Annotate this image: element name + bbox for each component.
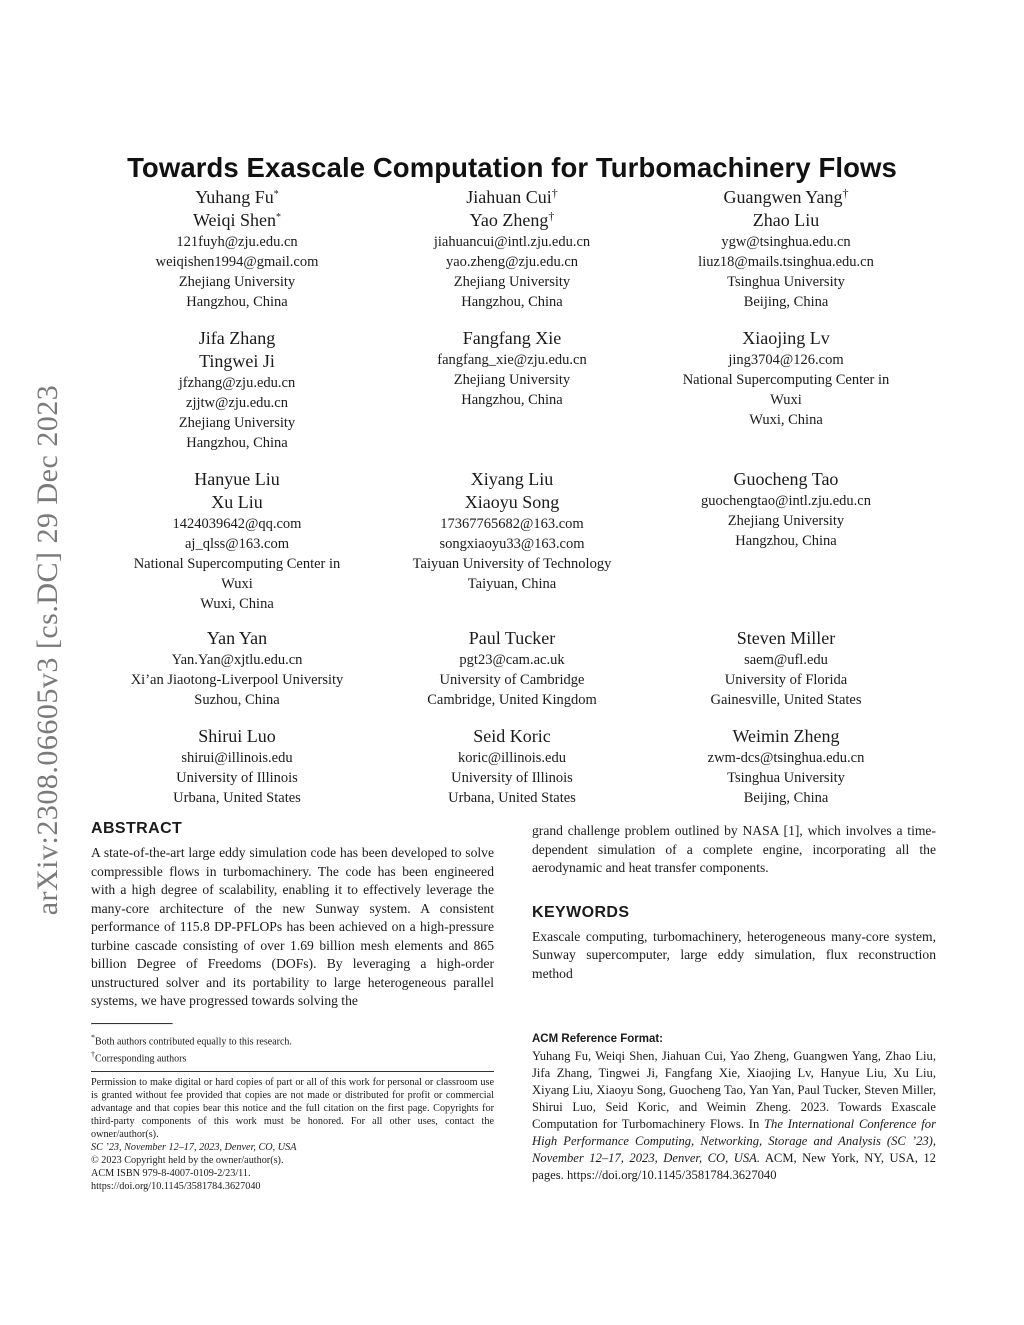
author-name: Jifa Zhang <box>198 328 276 348</box>
author-name: Steven Miller <box>736 628 836 648</box>
author-location: Hangzhou, China <box>735 533 837 549</box>
author-email: saem@ufl.edu <box>744 652 828 668</box>
author-block-miller <box>641 627 931 710</box>
author-block-xie <box>367 327 657 410</box>
author-affiliation: University of Illinois <box>451 770 573 786</box>
author-affiliation: Zhejiang University <box>453 274 571 290</box>
paper-title: Towards Exascale Computation for Turbomachinery Flows <box>127 152 897 184</box>
author-name: Paul Tucker <box>468 628 556 648</box>
author-email: yao.zheng@zju.edu.cn <box>445 254 579 270</box>
author-block-yan <box>92 627 382 710</box>
author-location: Wuxi, China <box>200 596 274 612</box>
author-affiliation: Xi’an Jiaotong-Liverpool University <box>130 672 344 688</box>
author-email: 17367765682@163.com <box>440 516 584 532</box>
author-name: Hanyue Liu <box>194 469 280 489</box>
author-email: jfzhang@zju.edu.cn <box>178 375 296 391</box>
author-affiliation: University of Illinois <box>176 770 298 786</box>
abstract-heading: ABSTRACT <box>91 820 183 837</box>
author-email: aj_qlss@163.com <box>185 536 289 552</box>
arxiv-identifier-stamp: arXiv:2308.06605v3 [cs.DC] 29 Dec 2023 <box>31 384 64 916</box>
footnote-rule <box>91 1023 173 1025</box>
author-location: Hangzhou, China <box>186 435 288 451</box>
author-block-zhang-ji <box>92 327 382 453</box>
author-email: jing3704@126.com <box>728 352 844 368</box>
author-block-lv <box>641 327 931 430</box>
isbn-line: ACM ISBN 979-8-4007-0109-2/23/11. <box>91 1168 251 1180</box>
author-email: shirui@illinois.edu <box>181 750 293 766</box>
doi-link[interactable]: https://doi.org/10.1145/3581784.3627040 <box>91 1181 261 1193</box>
author-location: Hangzhou, China <box>461 392 563 408</box>
author-email: zjjtw@zju.edu.cn <box>186 395 288 411</box>
abstract-text: A state-of-the-art large eddy simulation code has been developed to solve compressible flows in turbomachinery. The code has been engineered with a high degree of scalability, enabling it to effectively leverage the many-core architecture of the new Sunway system. A consistent performance of 115.8 DP-PFLOPs has been achieved on a high-pressure turbine cascade consisting of over 1.69 billion mesh elements and 865 billion Degree of Freedoms (DOFs). By leveraging a high-order unstructured solver and its portability to large heterogeneous parallel systems, we have progressed towards solving the <box>91 845 494 1008</box>
author-email: 1424039642@qq.com <box>172 516 302 532</box>
author-affiliation: University of Florida <box>724 672 848 688</box>
left-column <box>91 820 494 1193</box>
author-name: Yan Yan <box>206 628 268 648</box>
author-affiliation: University of Cambridge <box>439 672 585 688</box>
author-block-liu-liu <box>92 468 382 614</box>
author-name: Xu Liu <box>211 492 263 512</box>
author-block-tucker <box>367 627 657 710</box>
author-location: Beijing, China <box>743 294 829 310</box>
author-name: Tingwei Ji <box>199 351 275 371</box>
author-name: Weiqi Shen* <box>192 210 282 230</box>
author-affiliation: Tsinghua University <box>727 274 845 290</box>
author-block-luo <box>92 725 382 808</box>
author-block-cui-zheng <box>367 186 657 312</box>
acm-reference-text: Yuhang Fu, Weiqi Shen, Jiahuan Cui, Yao Zheng, Guangwen Yang, Zhao Liu, Jifa Zhang, Tingwei Ji, Fangfang Xie, Xiaojing Lv, Hanyue Liu, Xu Liu, Xiyang Liu, Xiaoyu Song, Guocheng Tao, Yan Yan, Paul Tucker, Steven Miller, Shirui Luo, Seid Koric, and Weimin Zheng. 2023. Towards Exascale Computation for Turbomachinery Flows. In The International Conference for High Performance Computing, Networking, Storage and Analysis (SC ’23), November 12–17, 2023, Denver, CO, USA. ACM, New York, NY, USA, 12 pages. https://doi.org/10.1145/3581784.3627040 <box>532 1049 936 1182</box>
author-name: Xiaojing Lv <box>742 328 830 348</box>
author-location: Beijing, China <box>743 790 829 806</box>
author-name: Guocheng Tao <box>733 469 839 489</box>
author-block-yang-liu <box>641 186 931 312</box>
author-name: Weimin Zheng <box>732 726 840 746</box>
author-name: Fangfang Xie <box>462 328 562 348</box>
author-affiliation: Wuxi <box>770 392 802 408</box>
author-block-zheng <box>641 725 931 808</box>
author-affiliation: Tsinghua University <box>727 770 845 786</box>
abstract-continued-text: grand challenge problem outlined by NASA [1], which involves a time-dependent simulation of a complete engine, incorporating all the aerodynamic and heat transfer components. <box>532 823 936 875</box>
author-affiliation: National Supercomputing Center in <box>682 372 890 388</box>
author-email: guochengtao@intl.zju.edu.cn <box>701 493 871 509</box>
author-affiliation: Zhejiang University <box>178 415 296 431</box>
author-email: koric@illinois.edu <box>458 750 566 766</box>
footnote-corresponding: †Corresponding authors <box>91 1049 187 1065</box>
footnote-equal-contribution: *Both authors contributed equally to this research. <box>91 1032 292 1047</box>
author-affiliation: Zhejiang University <box>178 274 296 290</box>
author-name: Shirui Luo <box>198 726 276 746</box>
permission-notice: Permission to make digital or hard copies of part or all of this work for personal or classroom use is granted without fee provided that copies are not made or distributed for profit or commercial advantage and that copies bear this notice and the full citation on the first page. Copyrights for third-party components of this work must be honored. For all other uses, contact the owner/author(s). <box>91 1077 494 1141</box>
author-email: liuz18@mails.tsinghua.edu.cn <box>698 254 874 270</box>
author-location: Hangzhou, China <box>461 294 563 310</box>
author-block-koric <box>367 725 657 808</box>
author-location: Taiyuan, China <box>467 576 557 592</box>
author-email: ygw@tsinghua.edu.cn <box>721 234 851 250</box>
author-name: Jiahuan Cui† <box>466 186 558 207</box>
author-block-tao <box>641 468 931 551</box>
author-affiliation: Wuxi <box>221 576 253 592</box>
author-email: jiahuancui@intl.zju.edu.cn <box>433 234 591 250</box>
author-email: Yan.Yan@xjtlu.edu.cn <box>171 652 303 668</box>
author-block-liu-song <box>367 468 657 594</box>
copyright-line: © 2023 Copyright held by the owner/author(s). <box>91 1155 284 1167</box>
author-location: Hangzhou, China <box>186 294 288 310</box>
footnotes <box>91 1031 494 1066</box>
author-location: Cambridge, United Kingdom <box>427 692 597 708</box>
author-email: pgt23@cam.ac.uk <box>459 652 565 668</box>
right-column <box>532 822 936 1184</box>
permission-rule <box>91 1071 494 1072</box>
author-affiliation: Taiyuan University of Technology <box>412 556 612 572</box>
author-name: Xiaoyu Song <box>464 492 560 512</box>
keywords-text: Exascale computing, turbomachinery, heterogeneous many-core system, Sunway supercomputer, large eddy simulation, flux reconstruction method <box>532 928 936 981</box>
author-location: Wuxi, China <box>749 412 823 428</box>
author-name: Yuhang Fu* <box>195 187 279 207</box>
author-location: Urbana, United States <box>448 790 576 806</box>
acm-reference-heading: ACM Reference Format: <box>532 1033 663 1045</box>
author-location: Suzhou, China <box>194 692 280 708</box>
author-location: Gainesville, United States <box>710 692 862 708</box>
author-email: zwm-dcs@tsinghua.edu.cn <box>707 750 865 766</box>
author-email: songxiaoyu33@163.com <box>439 536 585 552</box>
author-block-fu-shen <box>92 186 382 312</box>
author-email: 121fuyh@zju.edu.cn <box>176 234 298 250</box>
author-name: Seid Koric <box>473 726 551 746</box>
author-email: fangfang_xie@zju.edu.cn <box>437 352 587 368</box>
author-name: Xiyang Liu <box>470 469 554 489</box>
author-email: weiqishen1994@gmail.com <box>155 254 319 270</box>
author-name: Guangwen Yang† <box>723 186 849 207</box>
conference-venue: SC ’23, November 12–17, 2023, Denver, CO, USA <box>91 1142 297 1154</box>
author-name: Zhao Liu <box>752 210 820 230</box>
keywords-heading: KEYWORDS <box>532 903 630 921</box>
author-affiliation: Zhejiang University <box>727 513 845 529</box>
author-name: Yao Zheng† <box>469 209 555 230</box>
author-location: Urbana, United States <box>173 790 301 806</box>
author-affiliation: National Supercomputing Center in <box>133 556 341 572</box>
author-affiliation: Zhejiang University <box>453 372 571 388</box>
